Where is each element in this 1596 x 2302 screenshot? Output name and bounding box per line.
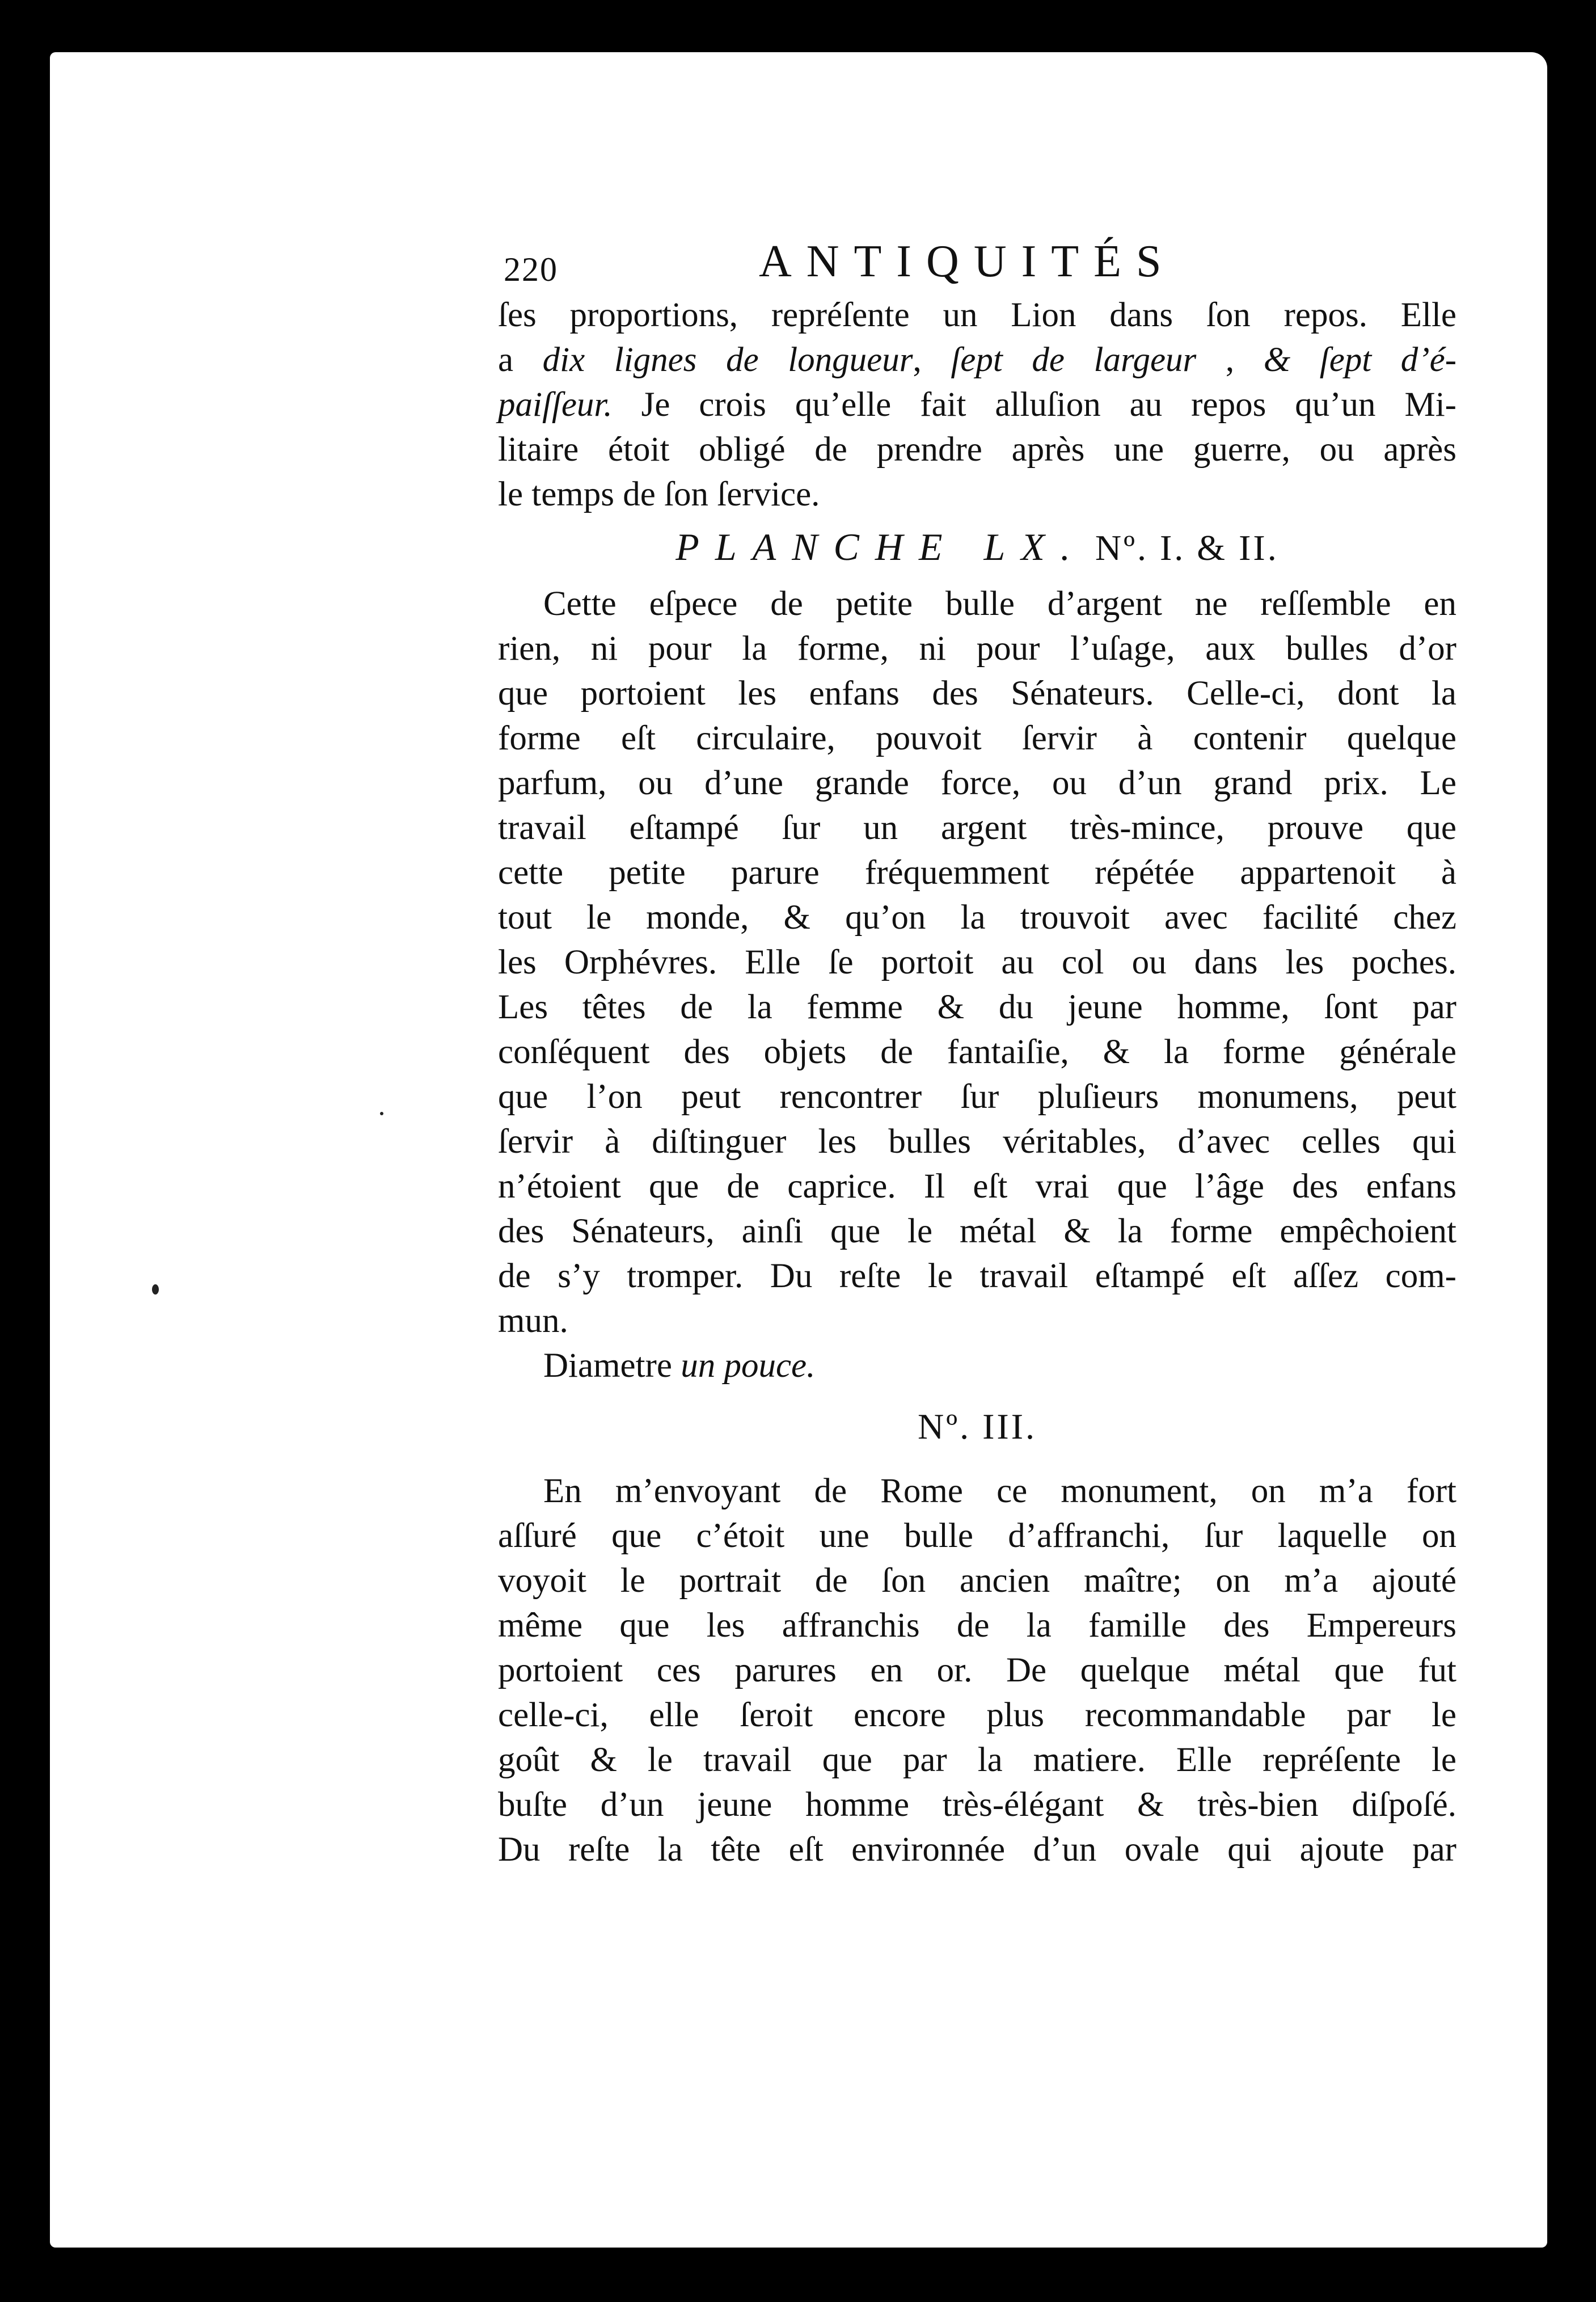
- text-line: le temps de ſon ſervice.: [498, 475, 820, 513]
- page-number: 220: [504, 251, 558, 288]
- measure-thickness: & ſept d’é-: [1263, 341, 1457, 379]
- section-heading-number: Nº. III.: [918, 1406, 1037, 1447]
- text-line: que l’on peut rencontrer ſur pluſieurs monumens, peut: [498, 1078, 1456, 1116]
- text-line: conſéquent des objets de fantaiſie, & la forme générale: [498, 1033, 1456, 1071]
- text-line: Les têtes de la femme & du jeune homme, ſont par: [498, 988, 1456, 1026]
- diameter-label: Diametre: [543, 1347, 681, 1385]
- text-line: buſte d’un jeune homme très-élégant & très-bien diſpoſé.: [498, 1786, 1456, 1824]
- text-line: paiſſeur. Je crois qu’elle fait alluſion au repos qu’un Mi-: [498, 386, 1456, 424]
- text-line: forme eſt circulaire, pouvoit ſervir à contenir quelque: [498, 719, 1456, 757]
- text-line: voyoit le portrait de ſon ancien maître; on m’a ajouté: [498, 1562, 1456, 1600]
- text-line: aſſuré que c’étoit une bulle d’affranchi, ſur laquelle on: [498, 1517, 1456, 1555]
- section-heading-planche: [498, 525, 1456, 570]
- text-line: n’étoient que de caprice. Il eſt vrai que l’âge des enfans: [498, 1167, 1456, 1205]
- running-title: ANTIQUITÉS: [759, 237, 1176, 286]
- intro-paragraph: [498, 293, 1456, 517]
- text-line: litaire étoit obligé de prendre après une guerre, ou après: [498, 431, 1456, 469]
- text-line: goût & le travail que par la matiere. Elle repréſente le: [498, 1741, 1456, 1779]
- diameter-value: un pouce.: [681, 1347, 816, 1385]
- planche-title: PLANCHE LX.: [675, 525, 1086, 568]
- text-line: parfum, ou d’une grande force, ou d’un grand prix. Le: [498, 764, 1456, 802]
- text-line: même que les affranchis de la famille des Empereurs: [498, 1607, 1456, 1645]
- text-line: portoient ces parures en or. De quelque métal que fut: [498, 1651, 1456, 1689]
- measure-length: dix lignes de longueur: [542, 341, 913, 379]
- section-2-paragraph: [498, 1469, 1456, 1872]
- text-line: Cette eſpece de petite bulle d’argent ne reſſemble en: [543, 585, 1456, 623]
- text-line: travail eſtampé ſur un argent très-mince, prouve que: [498, 809, 1456, 847]
- diameter-line: [498, 1343, 1456, 1388]
- measure-width: ſept de largeur: [951, 341, 1197, 379]
- text-line: que portoient les enfans des Sénateurs. Celle-ci, dont la: [498, 674, 1456, 712]
- text-line: rien, ni pour la forme, ni pour l’uſage, aux bulles d’or: [498, 630, 1456, 668]
- text-line: tout le monde, & qu’on la trouvoit avec facilité chez: [498, 899, 1456, 937]
- text-line: Du reſte la tête eſt environnée d’un ovale qui ajoute par: [498, 1831, 1456, 1869]
- section-1-paragraph: [498, 581, 1456, 1343]
- margin-speck: [380, 1112, 383, 1115]
- text-block: [498, 239, 1456, 1872]
- text-line: ſervir à diſtinguer les bulles véritables, d’avec celles qui: [498, 1123, 1456, 1161]
- planche-numbers: Nº. I. & II.: [1095, 528, 1279, 568]
- text-line: celle-ci, elle ſeroit encore plus recommandable par le: [498, 1696, 1456, 1734]
- text-line: cette petite parure fréquemment répétée appartenoit à: [498, 854, 1456, 892]
- text-line: a dix lignes de longueur, ſept de largeur , & ſept d’é-: [498, 341, 1457, 379]
- margin-speck: [152, 1284, 159, 1295]
- text-line: En m’envoyant de Rome ce monument, on m’a fort: [543, 1472, 1456, 1510]
- text-line: de s’y tromper. Du reſte le travail eſtampé eſt aſſez com-: [498, 1257, 1456, 1295]
- running-head: [498, 239, 1456, 288]
- text-line: [498, 1343, 1456, 1388]
- text-line: les Orphévres. Elle ſe portoit au col ou dans les poches.: [498, 943, 1456, 981]
- text-line: ſes proportions, repréſente un Lion dans ſon repos. Elle: [498, 296, 1456, 334]
- text-line: des Sénateurs, ainſi que le métal & la forme empêchoient: [498, 1212, 1456, 1250]
- text-line: mun.: [498, 1302, 568, 1340]
- book-page: [50, 52, 1547, 2248]
